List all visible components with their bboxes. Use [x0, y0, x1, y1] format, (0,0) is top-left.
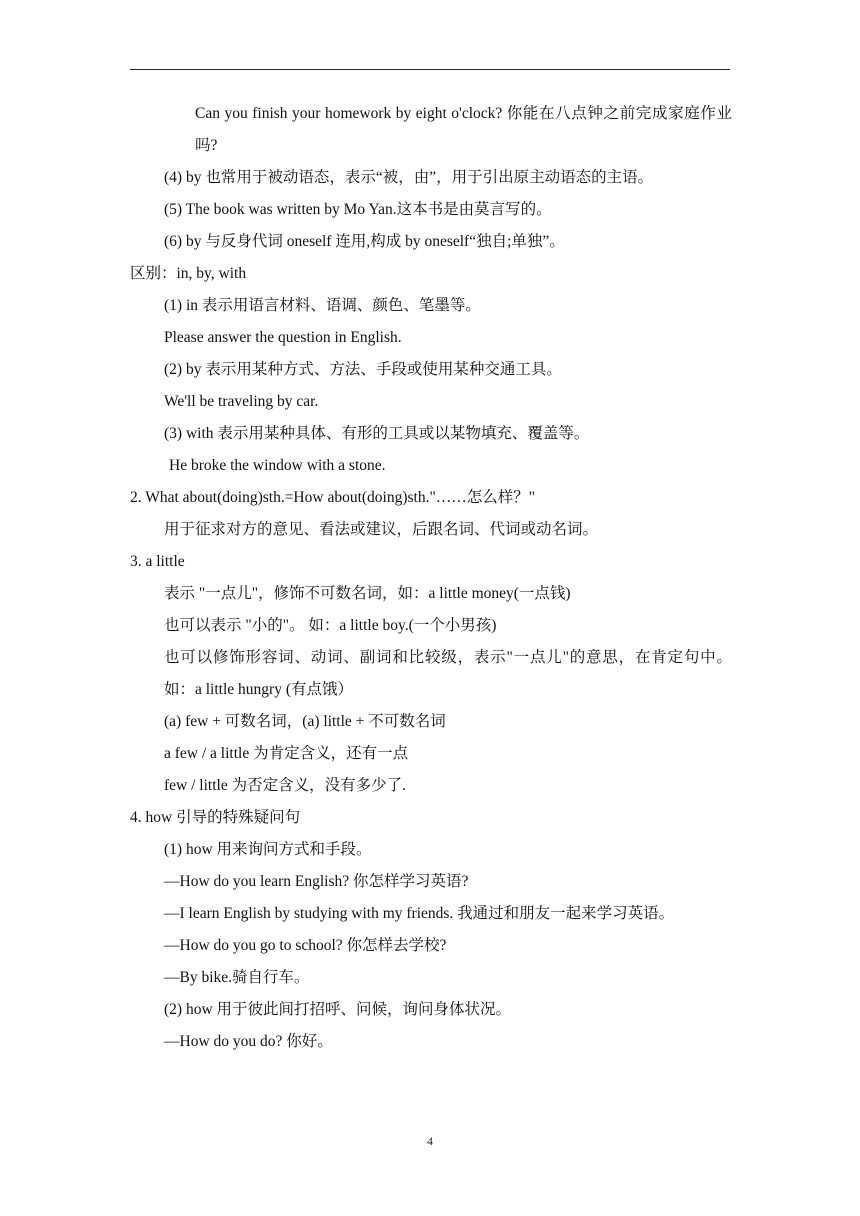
text-line: —How do you learn English? 你怎样学习英语?: [164, 873, 469, 890]
text-line: (2) by 表示用某种方式、方法、手段或使用某种交通工具。: [164, 361, 562, 378]
text-line: We'll be traveling by car.: [164, 393, 319, 410]
text-line: Can you finish your homework by eight o'clock? 你能在八点钟之前完成家庭作业吗?: [195, 105, 732, 154]
page-number: 4: [427, 1134, 433, 1148]
text-line: —How do you go to school? 你怎样去学校?: [164, 937, 447, 954]
text-line: —By bike.骑自行车。: [164, 969, 310, 986]
text-line: a few / a little 为肯定含义，还有一点: [164, 745, 409, 762]
text-line: (6) by 与反身代词 oneself 连用,构成 by oneself“独自;单独”。: [164, 233, 565, 250]
text-line: (4) by 也常用于被动语态，表示“被，由”，用于引出原主动语态的主语。: [164, 169, 654, 186]
text-line: Please answer the question in English.: [164, 329, 402, 346]
document-body: [130, 98, 732, 1058]
text-line: (3) with 表示用某种具体、有形的工具或以某物填充、覆盖等。: [164, 425, 590, 442]
text-line: 区别：in, by, with: [130, 265, 247, 282]
text-line: 也可以表示 "小的"。 如：a little boy.(一个小男孩): [164, 617, 497, 634]
text-line: few / little 为否定含义，没有多少了.: [164, 777, 406, 794]
text-line: (a) few + 可数名词，(a) little + 不可数名词: [164, 713, 446, 730]
text-line: 用于征求对方的意见、看法或建议，后跟名词、代词或动名词。: [164, 521, 599, 538]
text-line: —How do you do? 你好。: [164, 1033, 333, 1050]
header-rule: [130, 69, 730, 70]
text-line: (1) in 表示用语言材料、语调、颜色、笔墨等。: [164, 297, 481, 314]
text-line: —I learn English by studying with my friends. 我通过和朋友一起来学习英语。: [164, 905, 675, 922]
text-line: He broke the window with a stone.: [169, 457, 386, 474]
text-line: 也可以修饰形容词、动词、副词和比较级，表示"一点儿"的意思，在肯定句中。如：a little hungry (有点饿）: [164, 649, 732, 698]
text-line: (5) The book was written by Mo Yan.这本书是由莫言写的。: [164, 201, 552, 218]
text-line: 3. a little: [130, 553, 185, 570]
text-line: 2. What about(doing)sth.=How about(doing)sth."……怎么样？": [130, 489, 536, 506]
text-line: 表示 "一点儿"，修饰不可数名词，如：a little money(一点钱): [164, 585, 571, 602]
text-line: 4. how 引导的特殊疑问句: [130, 809, 301, 826]
text-line: (1) how 用来询问方式和手段。: [164, 841, 372, 858]
text-line: (2) how 用于彼此间打招呼、问候，询问身体状况。: [164, 1001, 512, 1018]
